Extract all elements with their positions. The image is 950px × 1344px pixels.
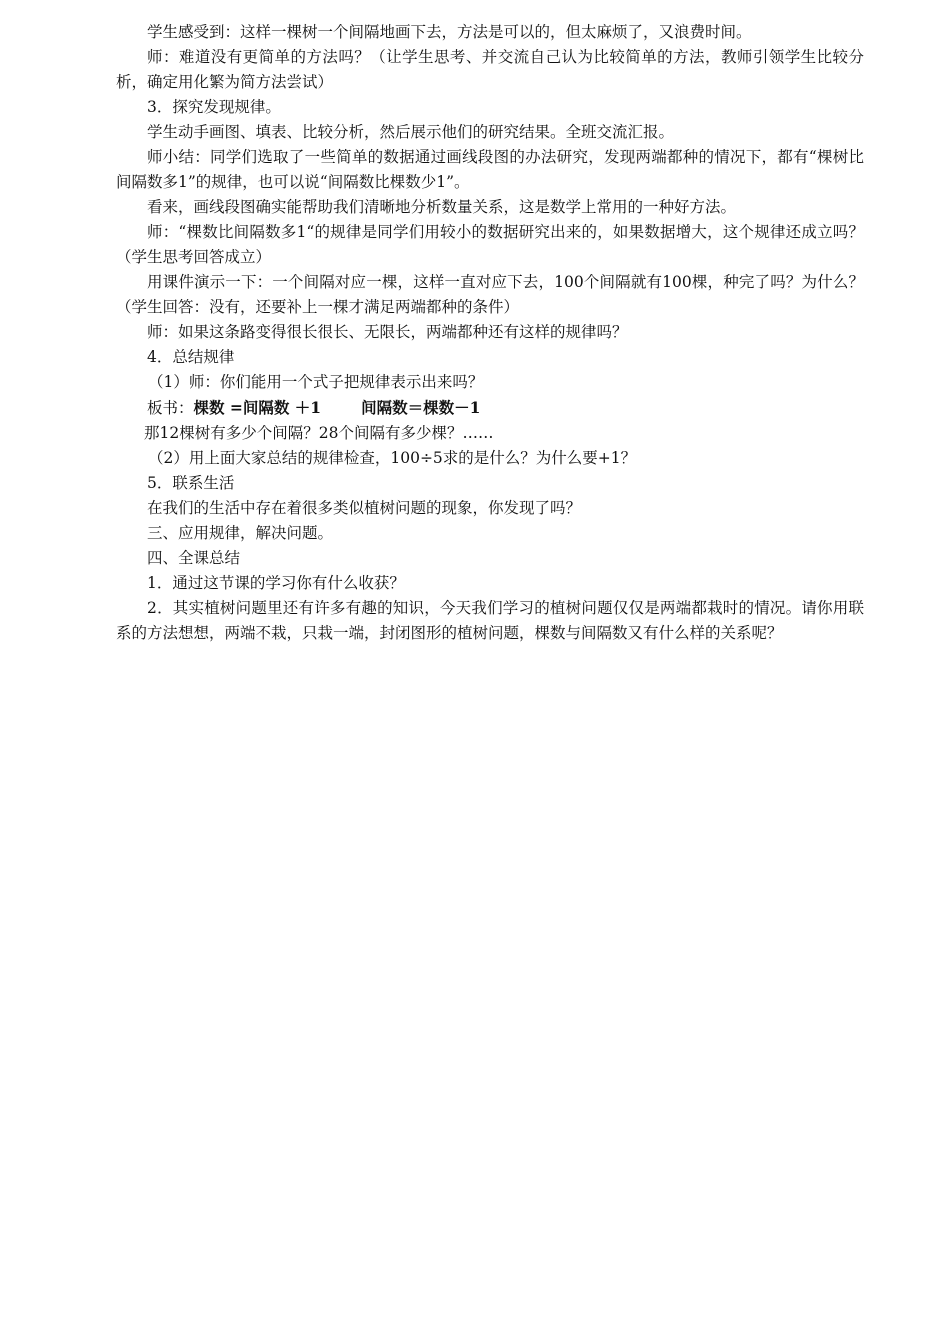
paragraph-life-phenomena: 在我们的生活中存在着很多类似植树问题的现象，你发现了吗？	[147, 499, 582, 517]
paragraph-example-questions: 那12棵树有多少个间隔？28个间隔有多少棵？……	[144, 424, 494, 442]
board-formula-2: 间隔数＝棵数－1	[361, 398, 481, 417]
heading-apply-rule: 三、应用规律，解决问题。	[147, 524, 334, 542]
paragraph-teacher-question: 师：难道没有更简单的方法吗？（让学生思考、并交流自己认为比较简单的方法，教师引领学生比较分析，确定用化繁为简方法尝试）	[116, 48, 864, 91]
board-label: 板书：	[147, 399, 194, 417]
board-formula-1: 棵数 =间隔数 ＋1	[193, 398, 322, 417]
heading-lesson-summary: 四、全课总结	[147, 549, 241, 567]
paragraph-infinite-road: 师：如果这条路变得很长很长、无限长，两端都种还有这样的规律吗？	[147, 323, 628, 341]
paragraph-student-feeling: 学生感受到：这样一棵树一个间隔地画下去，方法是可以的，但太麻烦了，又浪费时间。	[147, 23, 752, 41]
paragraph-courseware-demo: 用课件演示一下：一个间隔对应一棵，这样一直对应下去，100个间隔就有100棵，种完了吗？为什么？（学生回答：没有，还要补上一棵才满足两端都种的条件）	[116, 273, 864, 316]
document-page	[116, 20, 864, 646]
paragraph-check-rule: （2）用上面大家总结的规律检查，100÷5求的是什么？为什么要+1？	[148, 449, 637, 467]
paragraph-further-thinking: 2．其实植树问题里还有许多有趣的知识，今天我们学习的植树问题仅仅是两端都栽时的情况。请你用联系的方法想想，两端不栽，只栽一端，封闭图形的植树问题，棵数与间隔数又有什么样的关系呢？	[116, 599, 864, 642]
board-writing	[116, 395, 864, 421]
paragraph-formula-question: （1）师：你们能用一个式子把规律表示出来吗？	[148, 373, 484, 391]
paragraph-line-diagram: 看来，画线段图确实能帮助我们清晰地分析数量关系，这是数学上常用的一种好方法。	[147, 198, 737, 216]
paragraph-teacher-summary: 师小结：同学们选取了一些简单的数据通过画线段图的办法研究，发现两端都种的情况下，都有“棵树比间隔数多1”的规律，也可以说“间隔数比棵数少1”。	[116, 148, 864, 191]
heading-connect-life: 5．联系生活	[147, 474, 235, 492]
paragraph-student-activity: 学生动手画图、填表、比较分析，然后展示他们的研究结果。全班交流汇报。	[147, 123, 675, 141]
paragraph-gains: 1．通过这节课的学习你有什么收获？	[147, 574, 405, 592]
paragraph-rule-question: 师：“棵数比间隔数多1“的规律是同学们用较小的数据研究出来的，如果数据增大，这个规律还成立吗？（学生思考回答成立）	[116, 223, 864, 266]
heading-explore-rule: 3．探究发现规律。	[147, 98, 281, 116]
heading-summarize-rule: 4．总结规律	[147, 348, 235, 366]
